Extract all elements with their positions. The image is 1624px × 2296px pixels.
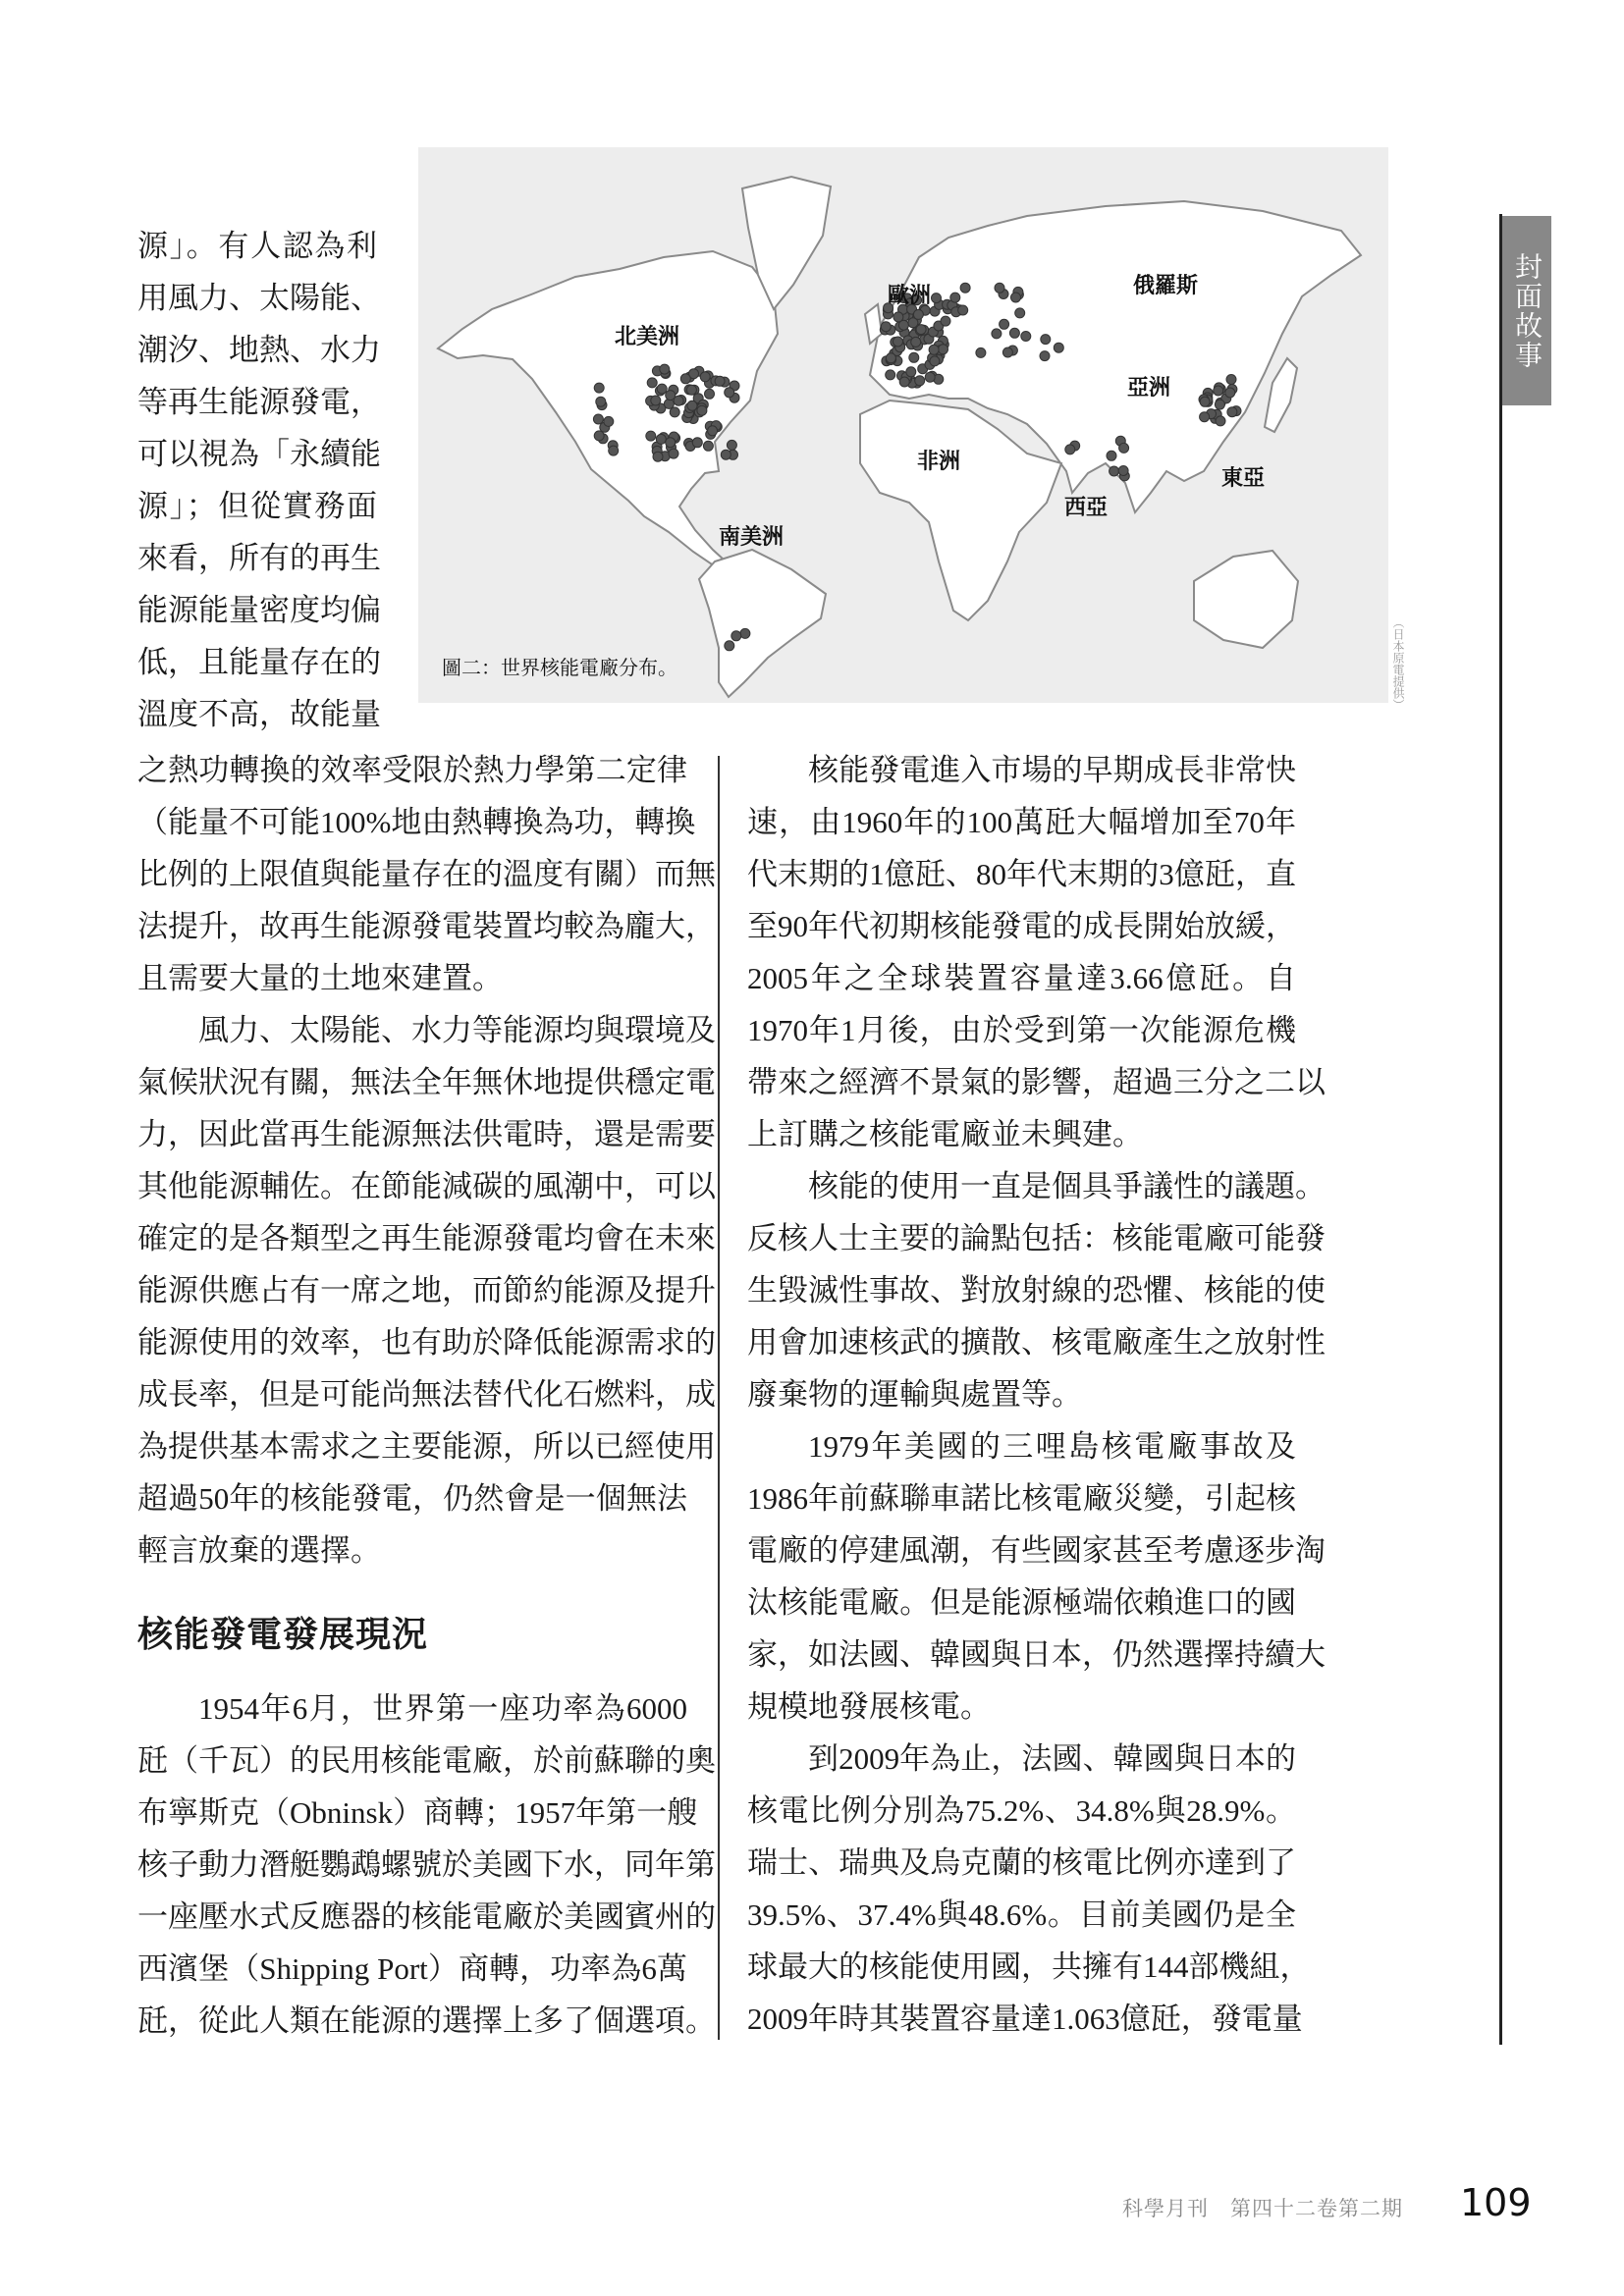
nuclear-plant-marker	[893, 337, 903, 347]
paragraph-line: 之熱功轉換的效率受限於熱力學第二定律	[137, 753, 687, 787]
nuclear-plant-marker	[899, 377, 909, 387]
paragraph-line: 反核人士主要的論點包括：核能電廠可能發	[747, 1221, 1326, 1255]
nuclear-plant-marker	[653, 452, 663, 461]
nuclear-plant-marker	[646, 431, 656, 441]
label-north-america: 北美洲	[615, 325, 680, 349]
nuclear-plant-marker	[609, 446, 619, 455]
label-west-asia: 西亞	[1064, 496, 1109, 520]
nuclear-plant-marker	[731, 631, 741, 641]
paragraph-line: 超過50年的核能發電，仍然會是一個無法	[137, 1481, 687, 1516]
nuclear-plant-marker	[881, 322, 891, 332]
nuclear-plant-marker	[1214, 386, 1223, 396]
nuclear-plant-marker	[669, 449, 678, 458]
nuclear-plant-marker	[687, 400, 697, 410]
paragraph-line: 低，且能量存在的	[137, 645, 381, 679]
world-map	[418, 147, 1388, 703]
nuclear-plant-marker	[660, 364, 670, 374]
nuclear-plant-marker	[1225, 388, 1235, 398]
paragraph-line: 核子動力潛艇鸚鵡螺號於美國下水，同年第	[137, 1847, 716, 1882]
nuclear-plant-marker	[886, 370, 895, 380]
paragraph-line: 來看，所有的再生	[137, 541, 381, 575]
paragraph-line: 輕言放棄的選擇。	[137, 1533, 381, 1568]
label-africa: 非洲	[917, 450, 961, 474]
nuclear-plant-marker	[913, 309, 923, 319]
nuclear-plant-marker	[705, 389, 715, 399]
paragraph-line: 能源使用的效率，也有助於降低能源需求的	[137, 1325, 716, 1360]
nuclear-plant-marker	[657, 384, 667, 394]
journal-issue: 科學月刊 第四十二卷第二期	[1122, 2197, 1403, 2220]
section-heading: 核能發電發展現況	[137, 1615, 429, 1655]
nuclear-plant-marker	[992, 329, 1001, 339]
nuclear-plant-marker	[708, 426, 718, 436]
paragraph-line: 能源供應占有一席之地，而節約能源及提升	[137, 1273, 716, 1308]
paragraph-line: 至90年代初期核能發電的成長開始放緩，	[747, 909, 1296, 943]
paragraph-line: 力，因此當再生能源無法供電時，還是需要	[137, 1117, 716, 1151]
paragraph-line: 溫度不高，故能量	[137, 697, 381, 731]
paragraph-line: 核能的使用一直是個具爭議性的議題。	[808, 1169, 1326, 1203]
nuclear-plant-marker	[995, 283, 1004, 293]
nuclear-plant-marker	[1000, 319, 1009, 329]
paragraph-line: 成長率，但是可能尚無法替代化石燃料，成	[137, 1377, 716, 1412]
paragraph-line: 家，如法國、韓國與日本，仍然選擇持續大	[747, 1637, 1326, 1672]
nuclear-plant-marker	[1227, 407, 1237, 417]
label-south-america: 南美洲	[719, 525, 785, 550]
paragraph-line: 39.5%、37.4%與48.6%。目前美國仍是全	[747, 1897, 1296, 1932]
nuclear-plant-marker	[958, 305, 968, 315]
column-divider	[718, 756, 720, 2040]
nuclear-plant-marker	[1107, 451, 1116, 460]
paragraph-line: （能量不可能100%地由熱轉換為功，轉換	[137, 805, 696, 839]
label-europe: 歐洲	[888, 284, 932, 308]
nuclear-plant-marker	[1015, 308, 1025, 318]
nuclear-plant-marker	[1110, 466, 1119, 476]
nuclear-plant-marker	[941, 316, 950, 326]
nuclear-plant-marker	[604, 416, 614, 426]
nuclear-plant-marker	[1002, 347, 1012, 357]
nuclear-plant-marker	[593, 414, 603, 424]
paragraph-line: 氣候狀況有關，無法全年無休地提供穩定電	[137, 1065, 716, 1099]
paragraph-line: 速，由1960年的100萬瓩大幅增加至70年	[747, 805, 1296, 839]
nuclear-plant-marker	[647, 378, 657, 388]
paragraph-line: 布寧斯克（Obninsk）商轉；1957年第一艘	[137, 1795, 698, 1830]
nuclear-plant-marker	[915, 376, 925, 386]
nuclear-plant-marker	[1119, 443, 1129, 453]
paragraph-line: 其他能源輔佐。在節能減碳的風潮中，可以	[137, 1169, 716, 1203]
paragraph-line: 潮汐、地熱、水力	[137, 333, 381, 367]
nuclear-plant-marker	[1021, 332, 1031, 342]
paragraph-line: 2005年之全球裝置容量達3.66億瓩。自	[747, 961, 1296, 995]
nuclear-plant-marker	[1041, 335, 1051, 345]
label-russia: 俄羅斯	[1133, 274, 1199, 298]
nuclear-plant-marker	[740, 628, 750, 638]
north-america-shape	[438, 251, 778, 566]
paragraph-line: 代末期的1億瓩、80年代末期的3億瓩，直	[747, 857, 1296, 891]
paragraph-line: 生毀滅性事故、對放射線的恐懼、核能的使	[747, 1273, 1326, 1308]
nuclear-plant-marker	[1215, 400, 1224, 409]
nuclear-plant-marker	[893, 312, 903, 322]
nuclear-plant-marker	[594, 383, 604, 393]
paragraph-line: 1954年6月，世界第一座功率為6000	[198, 1691, 687, 1726]
paragraph-line: 西濱堡（Shipping Port）商轉，功率為6萬	[137, 1951, 687, 1986]
nuclear-plant-marker	[715, 376, 725, 386]
paragraph-line: 電廠的停建風潮，有些國家甚至考慮逐步淘	[747, 1533, 1326, 1568]
paragraph-line: 到2009年為止，法國、韓國與日本的	[808, 1741, 1296, 1776]
nuclear-plant-marker	[929, 345, 939, 354]
nuclear-plant-marker	[1009, 328, 1019, 338]
nuclear-plant-marker	[1040, 351, 1050, 361]
paragraph-line: 可以視為「永續能	[137, 437, 381, 471]
nuclear-plant-marker	[596, 397, 606, 406]
paragraph-line: 上訂購之核能電廠並未興建。	[747, 1117, 1143, 1151]
nuclear-plant-marker	[911, 337, 921, 347]
label-asia: 亞洲	[1127, 376, 1171, 400]
paragraph-line: 能源能量密度均偏	[137, 593, 381, 627]
nuclear-plant-marker	[1216, 416, 1225, 426]
nuclear-plant-marker	[925, 372, 935, 382]
nuclear-plant-marker	[1200, 397, 1210, 406]
paragraph-line: 瑞士、瑞典及烏克蘭的核電比例亦達到了	[747, 1845, 1296, 1880]
nuclear-plant-marker	[916, 325, 926, 335]
right-column-text	[747, 744, 1326, 2045]
nuclear-plant-marker	[1054, 343, 1063, 352]
nuclear-plant-marker	[692, 438, 702, 448]
paragraph-line: 規模地發展核電。	[747, 1689, 991, 1724]
nuclear-plant-marker	[1011, 293, 1021, 302]
margin-rule	[1499, 214, 1502, 2045]
paragraph-line: 瓩（千瓦）的民用核能電廠，於前蘇聯的奧	[137, 1743, 716, 1778]
nuclear-plant-marker	[680, 374, 690, 384]
paragraph-line: 一座壓水式反應器的核能電廠於美國賓州的	[137, 1899, 716, 1934]
nuclear-plant-marker	[725, 641, 734, 651]
left-column-text	[137, 744, 716, 1576]
paragraph-line: 廢棄物的運輸與處置等。	[747, 1377, 1082, 1412]
figure-caption: 圖二：世界核能電廠分布。	[442, 656, 677, 679]
nuclear-plant-marker	[656, 434, 666, 444]
japan-shape	[1265, 358, 1297, 432]
nuclear-plant-marker	[721, 450, 731, 459]
nuclear-plant-marker	[666, 438, 676, 448]
nuclear-plant-marker	[651, 396, 661, 405]
nuclear-plant-marker	[976, 347, 986, 357]
paragraph-line: 等再生能源發電，	[137, 385, 381, 419]
paragraph-line: 核電比例分別為75.2%、34.8%與28.9%。	[747, 1793, 1296, 1828]
world-nuclear-plant-map	[418, 147, 1388, 703]
paragraph-line: 1986年前蘇聯車諾比核電廠災變，引起核	[747, 1481, 1296, 1516]
nuclear-plant-marker	[700, 372, 710, 382]
nuclear-plant-marker	[960, 283, 970, 293]
nuclear-plant-marker	[950, 293, 960, 302]
paragraph-line: 1979年美國的三哩島核電廠事故及	[808, 1429, 1296, 1464]
paragraph-line: 球最大的核能使用國，共擁有144部機組，	[747, 1949, 1311, 1984]
paragraph-line: 瓩，從此人類在能源的選擇上多了個選項。	[137, 2003, 716, 2038]
nuclear-plant-marker	[909, 352, 919, 362]
paragraph-line: 核能發電進入市場的早期成長非常快	[808, 753, 1296, 787]
label-east-asia: 東亞	[1221, 466, 1266, 491]
australia-shape	[1194, 551, 1298, 648]
nuclear-plant-marker	[703, 441, 713, 451]
nuclear-plant-marker	[727, 440, 736, 450]
left-column-text-2	[137, 1682, 716, 2047]
paragraph-line: 用會加速核武的擴散、核電廠產生之放射性	[747, 1325, 1326, 1360]
paragraph-line: 帶來之經濟不景氣的影響，超過三分之二以	[747, 1065, 1326, 1099]
figure-credit: （日本原電提供）	[1391, 616, 1405, 711]
paragraph-line: 且需要大量的土地來建置。	[137, 961, 503, 995]
south-america-shape	[699, 550, 826, 697]
paragraph-line: 風力、太陽能、水力等能源均與環境及	[198, 1013, 716, 1047]
nuclear-plant-marker	[670, 407, 679, 417]
paragraph-line: 源」。有人認為利	[137, 229, 377, 263]
nuclear-plant-marker	[697, 405, 707, 415]
nuclear-plant-marker	[930, 356, 940, 366]
nuclear-plant-marker	[666, 391, 676, 400]
nuclear-plant-marker	[686, 385, 696, 395]
nuclear-plant-marker	[932, 294, 942, 303]
paragraph-line: 源」；但從實務面	[137, 489, 377, 523]
nuclear-plant-marker	[594, 431, 604, 441]
paragraph-line: 確定的是各類型之再生能源發電均會在未來	[137, 1221, 716, 1255]
nuclear-plant-marker	[1226, 375, 1236, 385]
nuclear-plant-marker	[939, 345, 948, 354]
left-column-wrap-text	[137, 220, 381, 740]
africa-shape	[860, 400, 1061, 620]
page-number: 109	[1460, 2181, 1532, 2224]
paragraph-line: 1970年1月後，由於受到第一次能源危機	[747, 1013, 1296, 1047]
nuclear-plant-marker	[1118, 466, 1128, 476]
paragraph-line: 汰核能電廠。但是能源極端依賴進口的國	[747, 1585, 1296, 1620]
nuclear-plant-marker	[1065, 445, 1075, 454]
nuclear-plant-marker	[906, 367, 916, 377]
paragraph-line: 為提供基本需求之主要能源，所以已經使用	[137, 1429, 716, 1464]
nuclear-plant-marker	[1200, 412, 1210, 422]
nuclear-plant-marker	[725, 388, 734, 398]
paragraph-line: 用風力、太陽能、	[137, 281, 381, 315]
paragraph-line: 法提升，故再生能源發電裝置均較為龐大，	[137, 909, 716, 943]
paragraph-line: 比例的上限值與能量存在的溫度有關）而無	[137, 857, 716, 891]
nuclear-plant-marker	[886, 353, 895, 363]
paragraph-line: 2009年時其裝置容量達1.063億瓩，發電量	[747, 2002, 1303, 2036]
section-tab: 封面故事	[1502, 216, 1551, 405]
